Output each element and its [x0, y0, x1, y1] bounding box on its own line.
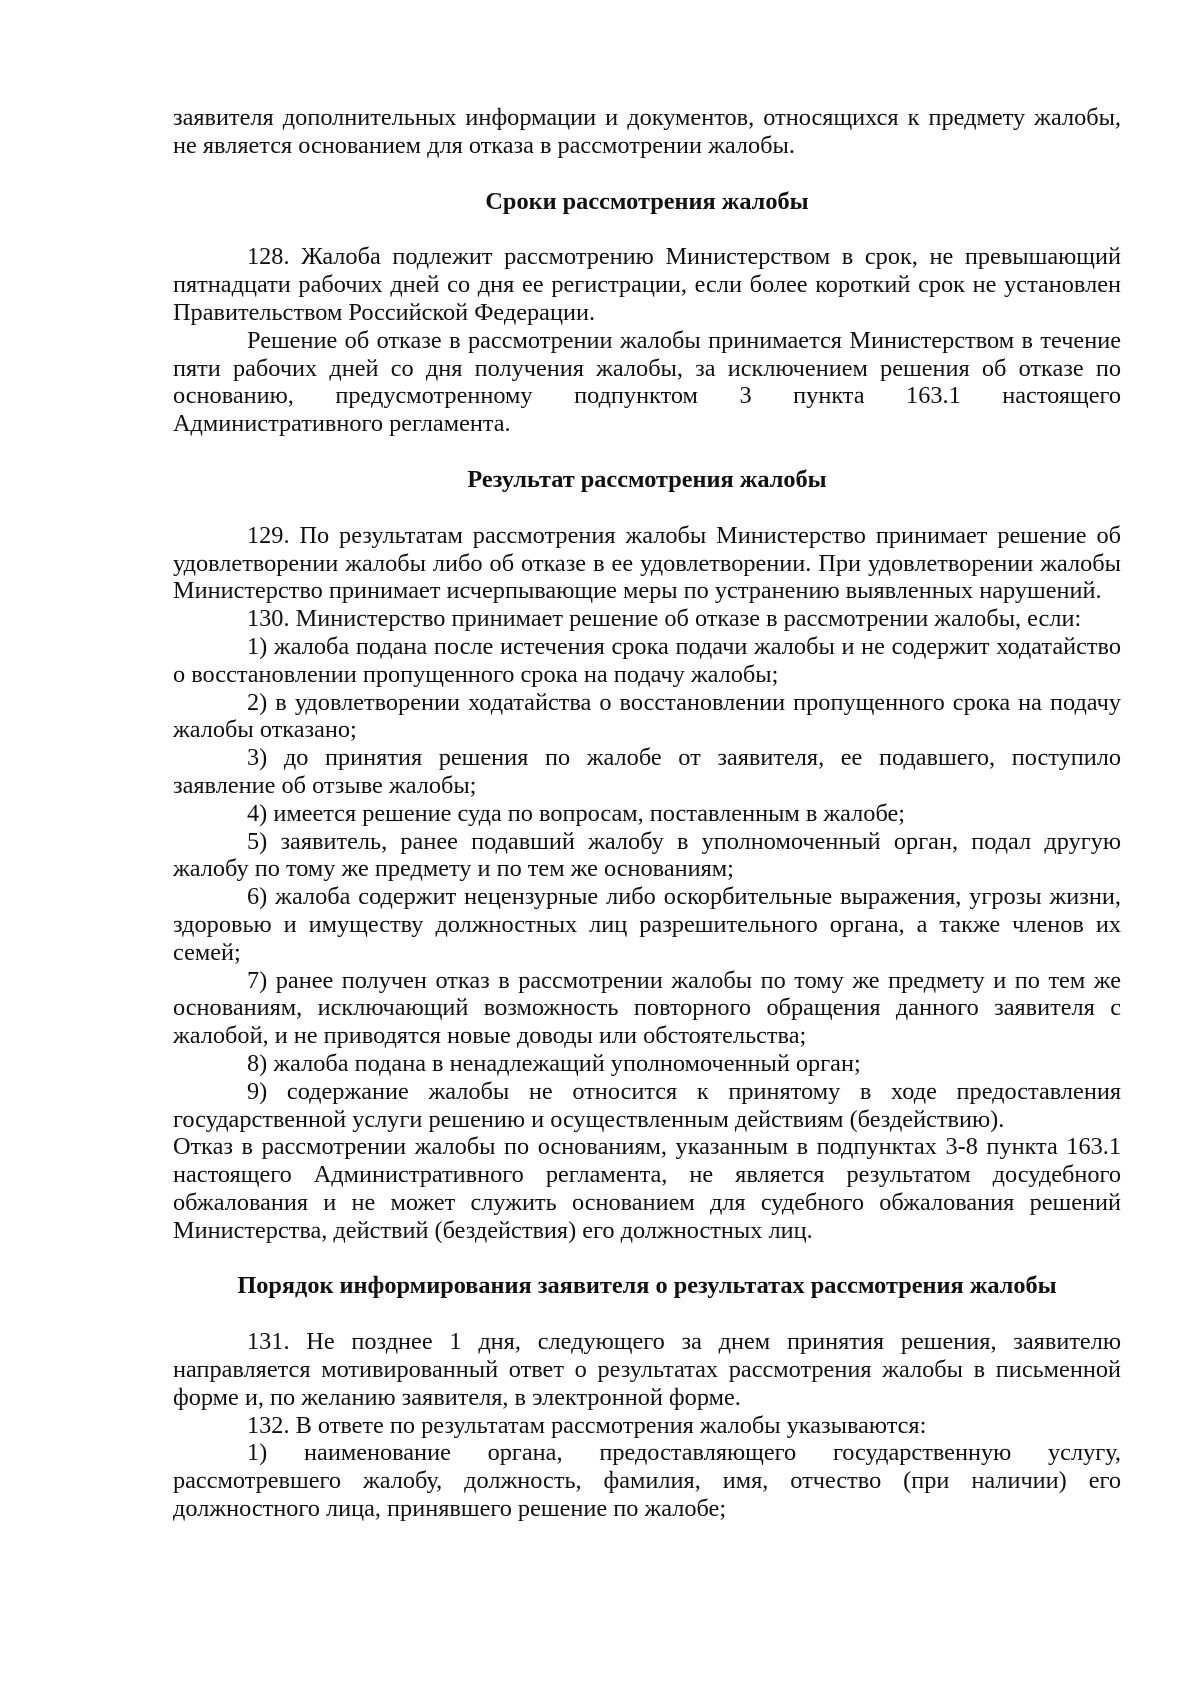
spacer	[173, 1244, 1121, 1272]
paragraph: 3) до принятия решения по жалобе от заявителя, ее подавшего, поступило заявление об отзыве жалобы;	[173, 744, 1121, 799]
paragraph: 129. По результатам рассмотрения жалобы Министерство принимает решение об удовлетворении жалобы либо об отказе в ее удовлетворении. При удовлетворении жалобы Министерство принимает исчерпывающие меры по устранению выявленных нарушений.	[173, 521, 1121, 605]
paragraph: 9) содержание жалобы не относится к принятому в ходе предоставления государственной услуги решению и осуществленным действиям (бездействию).	[173, 1077, 1121, 1133]
paragraph: 5) заявитель, ранее подавший жалобу в уполномоченный орган, подал другую жалобу по тому же предмету и по тем же основаниям;	[173, 827, 1121, 883]
spacer	[173, 215, 1121, 243]
paragraph: 132. В ответе по результатам рассмотрения жалобы указываются:	[247, 1411, 927, 1439]
paragraph: 131. Не позднее 1 дня, следующего за днем принятия решения, заявителю направляется мотивированный ответ о результатах рассмотрения жалобы в письменной форме и, по желанию заявителя, в электронной форме.	[173, 1328, 1121, 1411]
section-heading: Сроки рассмотрения жалобы	[485, 187, 809, 215]
section-heading: Результат рассмотрения жалобы	[467, 465, 827, 493]
section-heading: Порядок информирования заявителя о результатах рассмотрения жалобы	[237, 1272, 1057, 1300]
paragraph: 1) наименование органа, предоставляющего государственную услугу, рассмотревшего жалобу, должность, фамилия, имя, отчество (при наличии) его должностного лица, принявшего решение по жалобе;	[173, 1439, 1121, 1523]
paragraph: 130. Министерство принимает решение об отказе в рассмотрении жалобы, если:	[247, 605, 1082, 633]
paragraph: Отказ в рассмотрении жалобы по основаниям, указанным в подпунктах 3-8 пункта 163.1 настоящего Административного регламента, не является результатом досудебного обжалования и не может служить основанием для судебного обжалования решений Министерства, действий (бездействия) его должностных лиц.	[173, 1133, 1121, 1244]
paragraph: Решение об отказе в рассмотрении жалобы принимается Министерством в течение пяти рабочих дней со дня получения жалобы, за исключением решения об отказе по основанию, предусмотренному подпунктом 3 пункта 163.1 настоящего Административного регламента.	[173, 326, 1121, 438]
paragraph: 128. Жалоба подлежит рассмотрению Министерством в срок, не превышающий пятнадцати рабочих дней со дня ее регистрации, если более короткий срок не установлен Правительством Российской Федерации.	[173, 243, 1121, 326]
paragraph: 7) ранее получен отказ в рассмотрении жалобы по тому же предмету и по тем же основаниям, исключающий возможность повторного обращения данного заявителя с жалобой, и не приводятся новые доводы или обстоятельства;	[173, 966, 1121, 1050]
paragraph: 8) жалоба подана в ненадлежащий уполномоченный орган;	[247, 1049, 861, 1077]
spacer	[173, 160, 1121, 188]
paragraph: заявителя дополнительных информации и документов, относящихся к предмету жалобы, не является основанием для отказа в рассмотрении жалобы.	[173, 104, 1121, 159]
spacer	[173, 438, 1121, 466]
paragraph: 2) в удовлетворении ходатайства о восстановлении пропущенного срока на подачу жалобы отказано;	[173, 688, 1121, 744]
spacer	[173, 494, 1121, 522]
paragraph: 1) жалоба подана после истечения срока подачи жалобы и не содержит ходатайство о восстановлении пропущенного срока на подачу жалобы;	[173, 632, 1121, 688]
document-page	[173, 104, 1121, 1523]
spacer	[173, 1300, 1121, 1328]
paragraph: 4) имеется решение суда по вопросам, поставленным в жалобе;	[247, 799, 906, 827]
paragraph: 6) жалоба содержит нецензурные либо оскорбительные выражения, угрозы жизни, здоровью и имуществу должностных лиц разрешительного органа, а также членов их семей;	[173, 883, 1121, 966]
